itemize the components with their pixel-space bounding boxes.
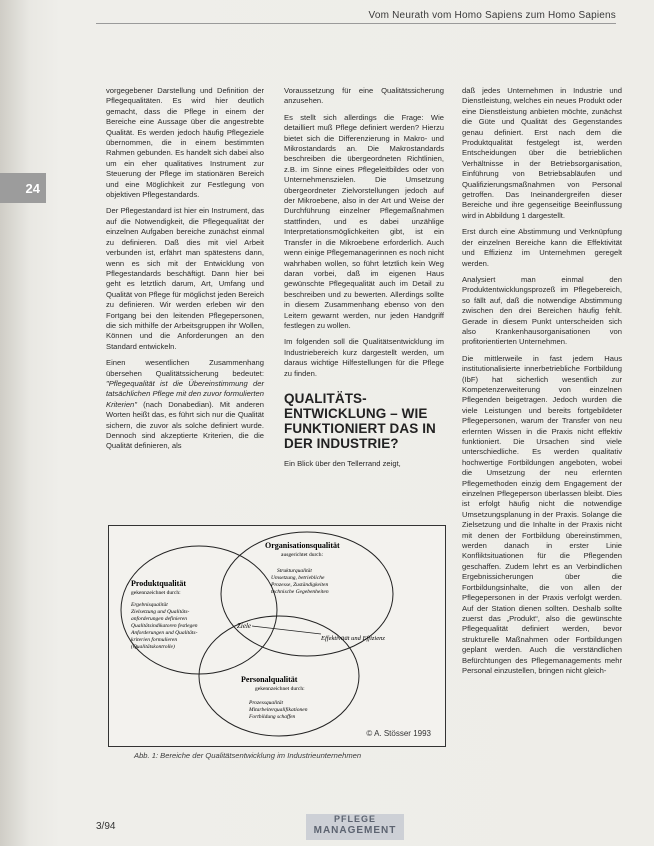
figure-caption: Abb. 1: Bereiche der Qualitätsentwicklung im Industrieunternehmen	[134, 751, 362, 760]
organisation-quality-item: Umsetzung, betriebliche	[271, 575, 325, 581]
paragraph-text: (nach Donabedian). Mit anderen Worten heißt das, es führt sich nur die Qualität sichern, die zuvor als solche definiert wurde. Dennoch sind akzeptierte Kriterien, die die Qualität definieren, als	[106, 399, 264, 451]
product-quality-item: anforderungen definieren	[131, 616, 187, 622]
product-quality-subtitle: gekennzeichnet durch:	[131, 590, 181, 596]
text-column-2	[284, 86, 444, 475]
product-quality-title: Produktqualität	[131, 579, 186, 588]
paragraph: Der Pflegestandard ist hier ein Instrument, das auf die Notwendigkeit, die Pflegequalität der einzelnen Aufgaben bereiche zunächst einmal zu definieren. Daß dies mit viel Arbeit verbunden ist, erfährt man spätestens dann, wenn es sich mit der Entwicklung von Pflegestandards beschäftigt. Dann hier bei geht es letztlich darum, Art, Umfang und Qualität von Pflege für möglichst jeden Bereich zu definieren. Wir werden erleben wir den Fortgang bei den leitenden Pflegepersonen, die sich mithilfe der Arbeitsgruppen ihr Wollen, Können und die Anforderungen an den Standard entwickeln.	[106, 206, 264, 351]
paragraph: Die mittlerweile in fast jedem Haus institutionalisierte innerbetriebliche Fortbildung (IbF) hat sicherlich wesentlich zur Kompetenzerweiterung von einzelnen Pflegenden beigetragen. Jedoch wurden die viele Leistungen und bereits fortgebildeter Pflegepersonen, warum der Transfer von neu erlernten Wissen in die Praxis nicht effektiv funktioniert. Die Ursachen sind viele unterschiedliche. Es werden qualitativ hochwertige Fortbildungen angeboten, wobei die Umsetzung der neu erlernten Pflegemethoden einzig dem Engagement der einzelnen Pflegeperson überlassen bleibt. Dies ist erfolgt häufig nicht die notwendige Umsetzungsplanung in der Praxis. Solange die Zielsetzung und die Inhalte in der Praxis nicht mit denen der Fortbildung übereinstimmen, werden danach in erster Linie Konfliktsituationen für die Pflegenden geschaffen. Zudem lehrt es an Verbindlichen Ergebnissicherungen über die Fortbildungsinhalte, die von allen der Pflegepersonen in der Praxis verfolgt werden. Auf der Station dienen sollten. Deshalb sollte zuerst das „Produkt“, also die gewünschte Pflegequalität definiert werden, bevor strukturelle Maßnahmen oder Fortbildungen geplant werden. Auch die verständlichen Befürchtungen des Pflegemanagements mehr Personal einzustellen, bringen nicht gleich-	[462, 353, 622, 675]
venn-diagram	[109, 526, 447, 748]
text-column-1	[106, 86, 264, 458]
logo-line-1: PFLEGE	[333, 814, 376, 824]
paragraph: Analysiert man einmal den Produktentwicklungsprozeß im Pflegebereich, so fällt auf, daß die notwendige Abstimmung zwischen den drei Bereichen häufig fehlt. Gerade in diesem Punkt unterscheiden sich also Krankenhausorganisationen von profitorientierten Unternehmen.	[462, 274, 622, 347]
paragraph: Erst durch eine Abstimmung und Verknüpfung der einzelnen Bereiche kann die Effektivität und Effizienz im Unternehmen geregelt werden.	[462, 227, 622, 268]
paragraph	[106, 358, 264, 452]
product-quality-item: (Qualitätskontrolle)	[131, 644, 175, 650]
paragraph: vorgegebener Darstellung und Definition der Pflegequalitäten. Es wird hier deutlich gemacht, dass die Pflege in einem der Bereiche eine Aussage über die angestrebte Qualität. Es werden jedoch häufig Pflegeziele übernommen, die in einem bestimmten Rahmen gebunden. Es handelt sich dabei also um ein eher qualitatives Instrument zur Steuerung der Pflege im stationären Bereich und eine Möglichkeit zur Festlegung von objektiven Pflegestandards.	[106, 86, 264, 200]
organisation-quality-item: technische Gegebenheiten	[271, 589, 329, 595]
paragraph: Voraussetzung für eine Qualitätssicherung anzusehen.	[284, 86, 444, 106]
product-quality-item: Ergebnisqualität	[131, 602, 168, 608]
personnel-quality-item: Prozessqualität	[249, 700, 284, 706]
product-quality-item: Anforderungen und Qualitäts-	[131, 630, 198, 636]
personnel-quality-subtitle: gekennzeichnet durch:	[255, 686, 305, 692]
personnel-quality-title: Personalqualität	[241, 675, 298, 684]
organisation-quality-item: Strukturqualität	[277, 568, 312, 574]
product-quality-item: kriterien formulieren	[131, 637, 178, 643]
paragraph: Im folgenden soll die Qualitätsentwicklung im Industriebereich kurz dargestellt werden, um daraus wichtige Hilfestellungen für die Pflege zu finden.	[284, 337, 444, 378]
magazine-logo	[306, 814, 404, 840]
effect-arrow	[252, 626, 321, 634]
paragraph: Es stellt sich allerdings die Frage: Wie detailliert muß Pflege definiert werden? Hierzu bietet sich die Differenzierung in Makro- und Mikrostandards an. Die Makrostandards beschreiben die übergeordneten Richtlinien, z.B. im Sinne eines Pflegeleitbildes oder von Unternehmenszielen. Die Umsetzung übergeordneter Zielvorstellungen jedoch auf der Mikroebene, also in der Art und Weise der Durchführung einzelner Pflegemaßnahmen stattfinden, und es dabei unzählige Interpretationsmöglichkeiten gibt, ist ein Transfer in die Mikroebene erforderlich. Auch wenn einige Pflegemanagerinnen es noch nicht wahrhaben wollen, so führt letztlich kein Weg daran vorbei, daß im eigenen Haus gewünschte Pflegequalität auch im Detail zu beschreiben und zu bewerten. Allerdings sollte in diesem Zusammenhang ebenso von den Leitern gewarnt werden, nur jeden Handgriff festlegen zu wollen.	[284, 112, 444, 330]
figure-copyright: © A. Stösser 1993	[366, 729, 431, 738]
paragraph-text: Einen wesentlichen Zusammenhang übersehen Qualitätssicherung bedeutet:	[106, 358, 264, 378]
organisation-quality-title: Organisationsqualität	[265, 541, 340, 550]
logo-line-2: MANAGEMENT	[313, 825, 397, 836]
page-number-tab: 24	[0, 173, 46, 203]
paragraph: daß jedes Unternehmen in Industrie und Dienstleistung, welches ein neues Produkt oder eine Dienstleistung anbieten möchte, zunächst die Güte und Qualität des Gegenstandes genau definiert. Erst nach dem die Produktqualität festgelegt ist, werden Entscheidungen über die betrieblichen Verhältnisse in der Betriebsorganisation, Einführung von Betriebsabläufen und Qualifizierungsmaßnahmen von Personal getroffen. Das Ineinandergreifen dieser Bereiche und ihre gegenseitige Beeinflussung wird in Abbildung 1 dargestellt.	[462, 86, 622, 220]
personnel-quality-item: Mitarbeiterqualifikationen	[249, 707, 308, 713]
organisation-quality-subtitle: ausgerichtet durch:	[281, 552, 323, 558]
personnel-quality-item: Fortbildung schaffen	[249, 714, 296, 720]
effect-label: Effektivität und Effizienz	[321, 635, 385, 642]
product-quality-item: Qualitätsindikatoren festlegen	[131, 623, 198, 629]
product-quality-item: Zielsetzung und Qualitäts-	[131, 609, 190, 615]
issue-number: 3/94	[96, 821, 116, 832]
text-column-3	[462, 86, 622, 682]
organisation-quality-item: Prozesse, Zuständigkeiten	[271, 582, 329, 588]
definition-quote: "Pflegequalität ist die Übereinstimmung der tatsächlichen Pflege mit den zuvor formulierten Kriterien"	[106, 378, 264, 409]
section-heading: QUALITÄTS-ENTWICKLUNG – WIE FUNKTIONIERT DAS IN DER INDUSTRIE?	[284, 390, 436, 451]
paragraph: Ein Blick über den Tellerrand zeigt,	[284, 458, 401, 468]
running-head: Vom Neurath vom Homo Sapiens zum Homo Sapiens	[96, 10, 616, 24]
quality-diagram-figure	[108, 525, 446, 747]
center-label: Ziele	[237, 622, 251, 630]
